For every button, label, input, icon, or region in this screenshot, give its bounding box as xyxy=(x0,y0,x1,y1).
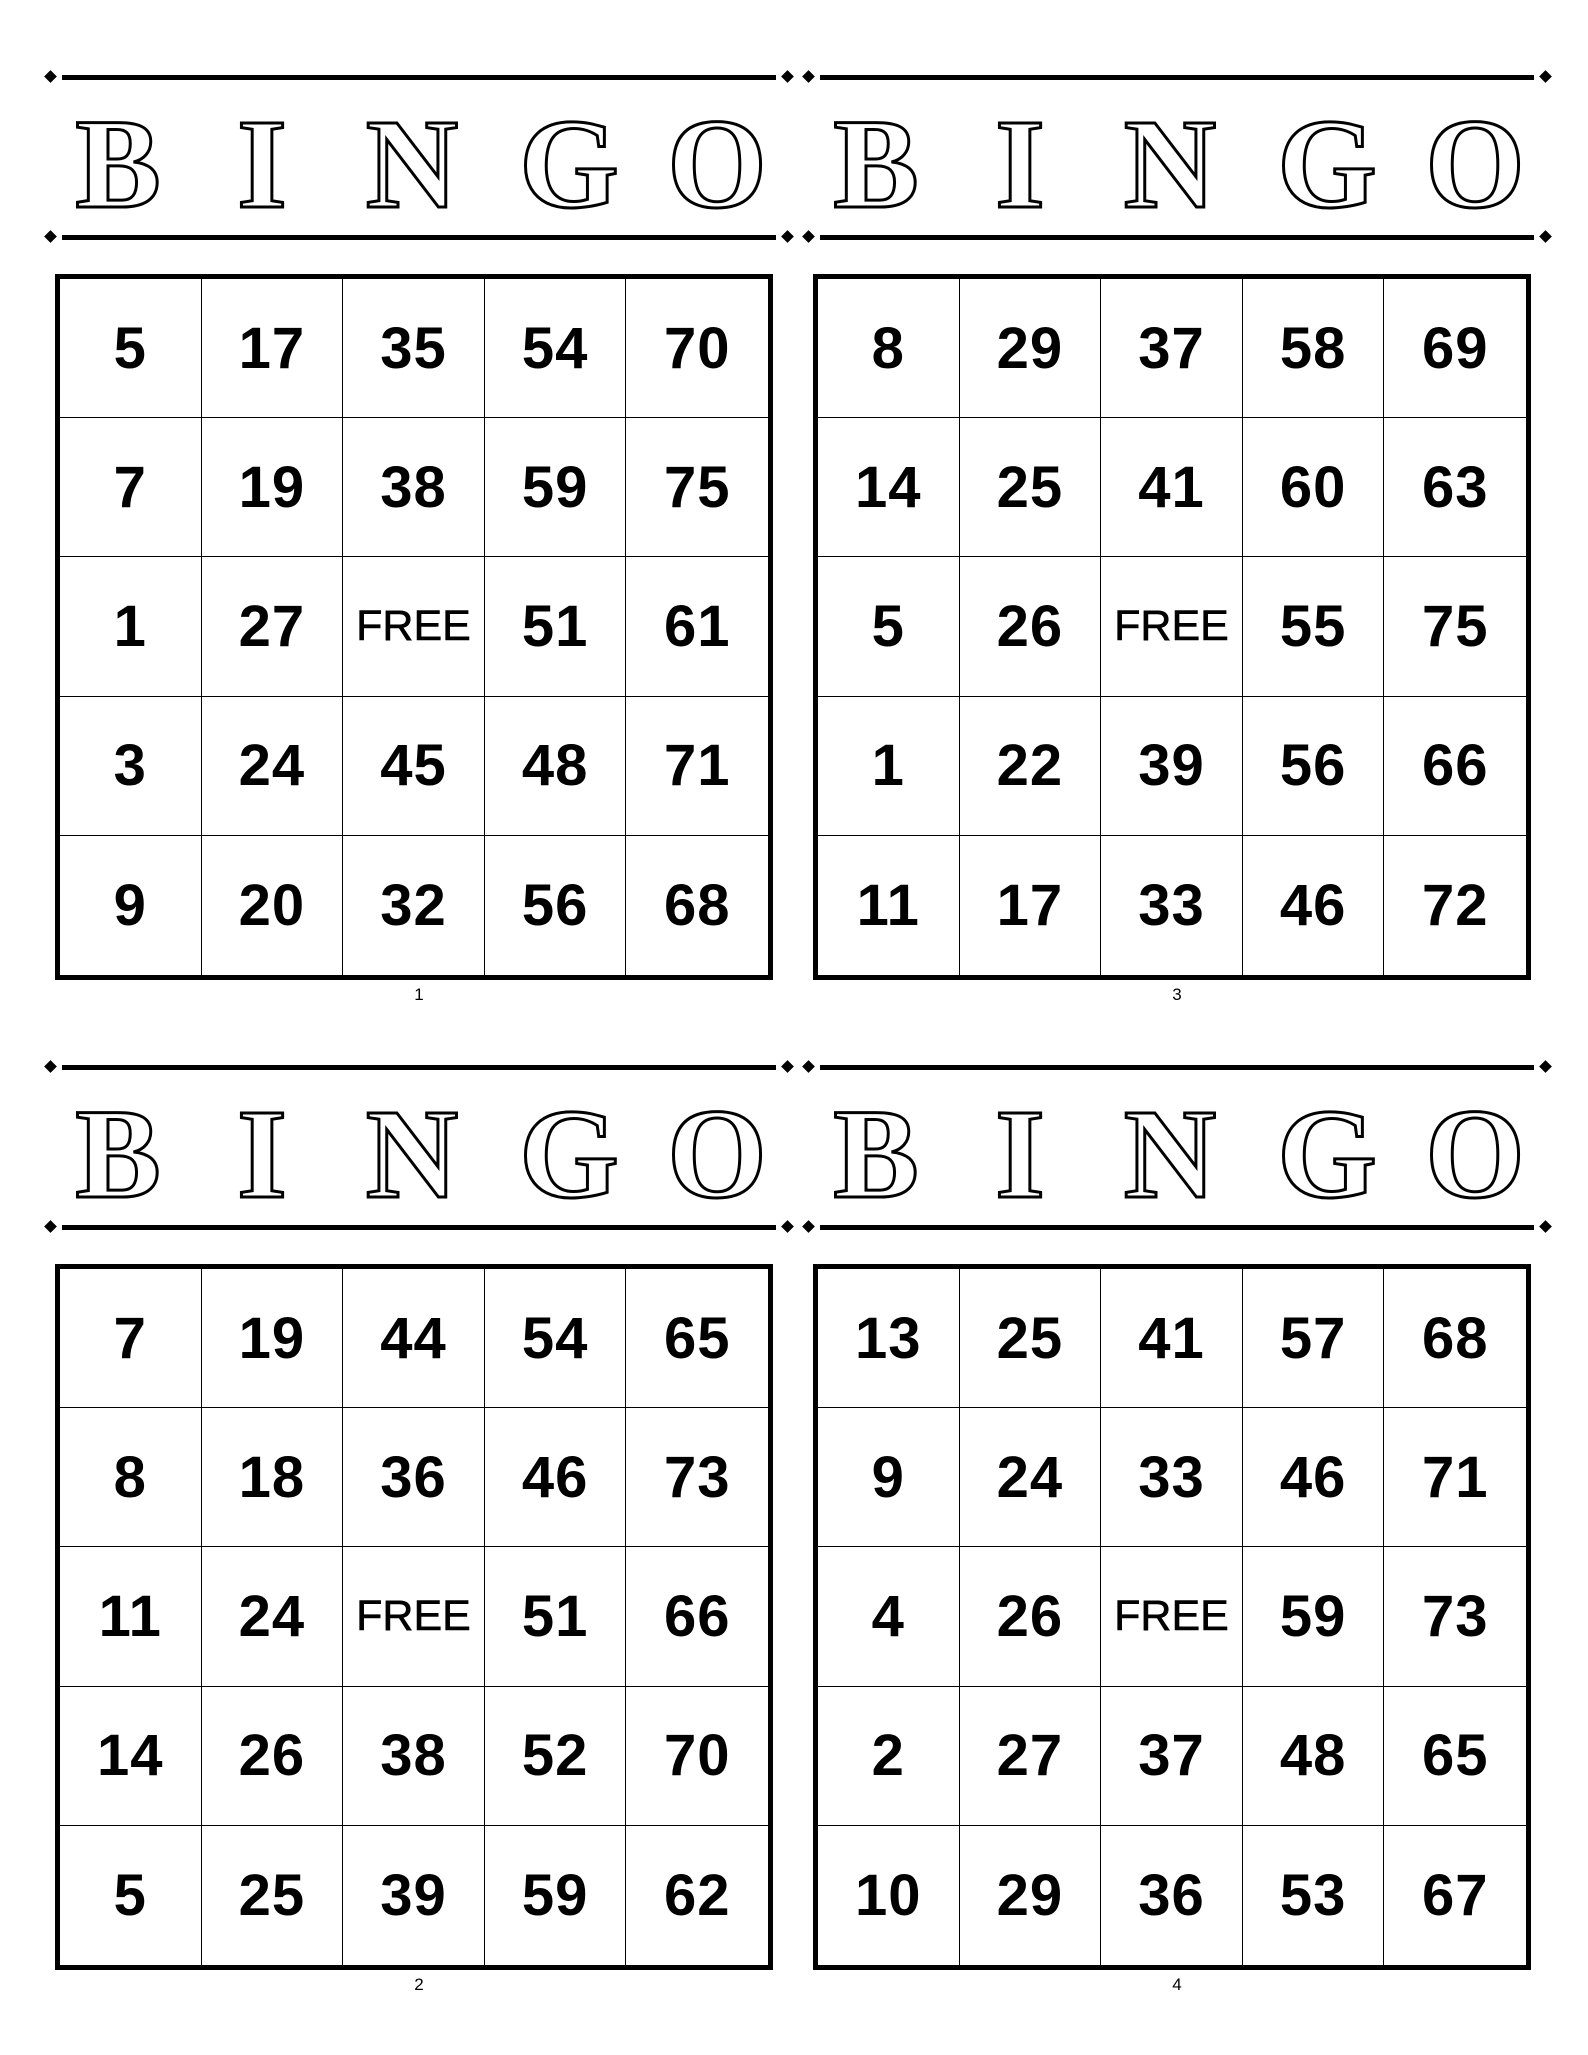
header-rule-bottom xyxy=(820,1225,1534,1230)
number-grid xyxy=(55,274,773,980)
number-cell: 5 xyxy=(60,1826,202,1965)
card-header xyxy=(820,75,1534,243)
number-cell: 25 xyxy=(202,1826,344,1965)
header-rule-bottom xyxy=(820,235,1534,240)
number-cell: 5 xyxy=(60,279,202,418)
number-cell: 70 xyxy=(626,1687,768,1826)
free-space: FREE xyxy=(1101,1547,1243,1686)
header-rule-top xyxy=(62,75,776,80)
number-cell: 4 xyxy=(818,1547,960,1686)
title-letter-o: O xyxy=(667,1085,767,1215)
card-number: 2 xyxy=(414,1975,424,1994)
number-cell: 46 xyxy=(1243,1408,1385,1547)
number-cell: 71 xyxy=(1384,1408,1526,1547)
bingo-card xyxy=(820,75,1534,1005)
number-cell: 41 xyxy=(1101,418,1243,557)
number-cell: 9 xyxy=(60,836,202,975)
card-header xyxy=(62,1065,776,1233)
header-rule-top xyxy=(62,1065,776,1070)
number-cell: 2 xyxy=(818,1687,960,1826)
number-cell: 67 xyxy=(1421,1862,1489,1928)
number-cell: 1 xyxy=(818,697,960,836)
number-cell: 71 xyxy=(626,697,768,836)
bingo-title xyxy=(820,1085,1534,1215)
number-cell: 39 xyxy=(343,1826,485,1965)
number-cell: 27 xyxy=(202,557,344,696)
number-cell: 66 xyxy=(1384,697,1526,836)
number-cell: 69 xyxy=(1384,279,1526,418)
title-letter-n: N xyxy=(365,1085,459,1215)
number-cell: 54 xyxy=(485,1269,627,1408)
number-cell: 46 xyxy=(1243,836,1385,975)
title-letter-b: B xyxy=(833,95,919,225)
title-letter-i: I xyxy=(237,95,287,225)
number-cell: 75 xyxy=(626,418,768,557)
number-cell: 39 xyxy=(1101,697,1243,836)
card-number: 4 xyxy=(1172,1975,1182,1994)
free-space: FREE xyxy=(343,557,485,696)
number-cell: 56 xyxy=(1243,697,1385,836)
card-header xyxy=(62,75,776,243)
number-cell: 38 xyxy=(343,418,485,557)
number-cell: 25 xyxy=(960,418,1102,557)
number-cell: 56 xyxy=(485,836,627,975)
number-cell: 57 xyxy=(1243,1269,1385,1408)
number-cell: 7 xyxy=(60,418,202,557)
number-cell: 59 xyxy=(485,1826,627,1965)
title-letter-g: G xyxy=(1277,1085,1377,1215)
card-number: 3 xyxy=(1172,985,1182,1004)
number-cell: 26 xyxy=(960,1547,1102,1686)
number-cell: 36 xyxy=(343,1408,485,1547)
number-cell: 33 xyxy=(1101,836,1243,975)
number-cell: 46 xyxy=(485,1408,627,1547)
number-cell: 60 xyxy=(1243,418,1385,557)
number-cell: 11 xyxy=(818,836,960,975)
number-cell: 63 xyxy=(1384,418,1526,557)
number-cell: 13 xyxy=(818,1269,960,1408)
title-letter-b: B xyxy=(833,1085,919,1215)
number-cell: 19 xyxy=(202,1269,344,1408)
number-cell: 37 xyxy=(1101,1687,1243,1826)
number-cell: 55 xyxy=(1243,557,1385,696)
number-cell: 51 xyxy=(485,1547,627,1686)
number-cell: 29 xyxy=(960,279,1102,418)
number-cell: 58 xyxy=(1243,279,1385,418)
number-cell: 29 xyxy=(960,1826,1102,1965)
title-letter-i: I xyxy=(995,1085,1045,1215)
title-letter-o: O xyxy=(667,95,767,225)
card-header xyxy=(820,1065,1534,1233)
number-cell: 17 xyxy=(202,279,344,418)
number-cell: 72 xyxy=(1421,872,1489,938)
number-cell: 11 xyxy=(60,1547,202,1686)
number-cell: 38 xyxy=(343,1687,485,1826)
number-cell: 20 xyxy=(202,836,344,975)
number-cell: 66 xyxy=(626,1547,768,1686)
number-cell: 51 xyxy=(485,557,627,696)
number-cell: 37 xyxy=(1101,279,1243,418)
title-letter-g: G xyxy=(519,1085,619,1215)
number-cell: 17 xyxy=(960,836,1102,975)
number-cell: 59 xyxy=(485,418,627,557)
bingo-title xyxy=(62,95,776,225)
number-cell: 33 xyxy=(1101,1408,1243,1547)
title-letter-b: B xyxy=(75,1085,161,1215)
number-cell: 1 xyxy=(60,557,202,696)
number-cell: 73 xyxy=(626,1408,768,1547)
number-cell: 35 xyxy=(343,279,485,418)
title-letter-o: O xyxy=(1425,95,1525,225)
number-cell: 8 xyxy=(60,1408,202,1547)
number-cell: 44 xyxy=(343,1269,485,1408)
number-grid xyxy=(813,274,1531,980)
number-cell: 53 xyxy=(1243,1826,1385,1965)
bingo-card xyxy=(62,1065,776,1995)
number-cell: 59 xyxy=(1243,1547,1385,1686)
title-letter-n: N xyxy=(1123,1085,1217,1215)
number-cell: 3 xyxy=(60,697,202,836)
number-cell: 7 xyxy=(60,1269,202,1408)
number-cell: 26 xyxy=(202,1687,344,1826)
free-space: FREE xyxy=(343,1547,485,1686)
number-cell: 68 xyxy=(663,872,731,938)
header-rule-bottom xyxy=(62,1225,776,1230)
title-letter-i: I xyxy=(237,1085,287,1215)
number-cell: 54 xyxy=(485,279,627,418)
number-cell: 18 xyxy=(202,1408,344,1547)
number-cell: 24 xyxy=(202,1547,344,1686)
number-grid xyxy=(55,1264,773,1970)
number-cell: 10 xyxy=(818,1826,960,1965)
number-cell: 70 xyxy=(626,279,768,418)
number-cell: 14 xyxy=(60,1687,202,1826)
title-letter-b: B xyxy=(75,95,161,225)
number-cell: 65 xyxy=(1384,1687,1526,1826)
number-cell: 19 xyxy=(202,418,344,557)
number-cell: 5 xyxy=(818,557,960,696)
bingo-card xyxy=(62,75,776,1005)
card-number: 1 xyxy=(414,985,424,1004)
number-cell: 24 xyxy=(202,697,344,836)
number-cell: 25 xyxy=(960,1269,1102,1408)
number-grid xyxy=(813,1264,1531,1970)
number-cell: 61 xyxy=(626,557,768,696)
number-cell: 45 xyxy=(343,697,485,836)
number-cell: 14 xyxy=(818,418,960,557)
title-letter-n: N xyxy=(1123,95,1217,225)
number-cell: 36 xyxy=(1101,1826,1243,1965)
bingo-title xyxy=(820,95,1534,225)
number-cell: 73 xyxy=(1384,1547,1526,1686)
number-cell: 41 xyxy=(1101,1269,1243,1408)
title-letter-n: N xyxy=(365,95,459,225)
number-cell: 48 xyxy=(1243,1687,1385,1826)
number-cell: 27 xyxy=(960,1687,1102,1826)
bingo-title xyxy=(62,1085,776,1215)
number-cell: 68 xyxy=(1384,1269,1526,1408)
number-cell: 26 xyxy=(960,557,1102,696)
title-letter-i: I xyxy=(995,95,1045,225)
header-rule-bottom xyxy=(62,235,776,240)
number-cell: 62 xyxy=(663,1862,731,1928)
header-rule-top xyxy=(820,1065,1534,1070)
number-cell: 24 xyxy=(960,1408,1102,1547)
free-space: FREE xyxy=(1101,557,1243,696)
number-cell: 8 xyxy=(818,279,960,418)
title-letter-o: O xyxy=(1425,1085,1525,1215)
number-cell: 9 xyxy=(818,1408,960,1547)
title-letter-g: G xyxy=(519,95,619,225)
bingo-card xyxy=(820,1065,1534,1995)
header-rule-top xyxy=(820,75,1534,80)
number-cell: 52 xyxy=(485,1687,627,1826)
number-cell: 75 xyxy=(1384,557,1526,696)
number-cell: 65 xyxy=(626,1269,768,1408)
number-cell: 32 xyxy=(343,836,485,975)
number-cell: 22 xyxy=(960,697,1102,836)
title-letter-g: G xyxy=(1277,95,1377,225)
number-cell: 48 xyxy=(485,697,627,836)
